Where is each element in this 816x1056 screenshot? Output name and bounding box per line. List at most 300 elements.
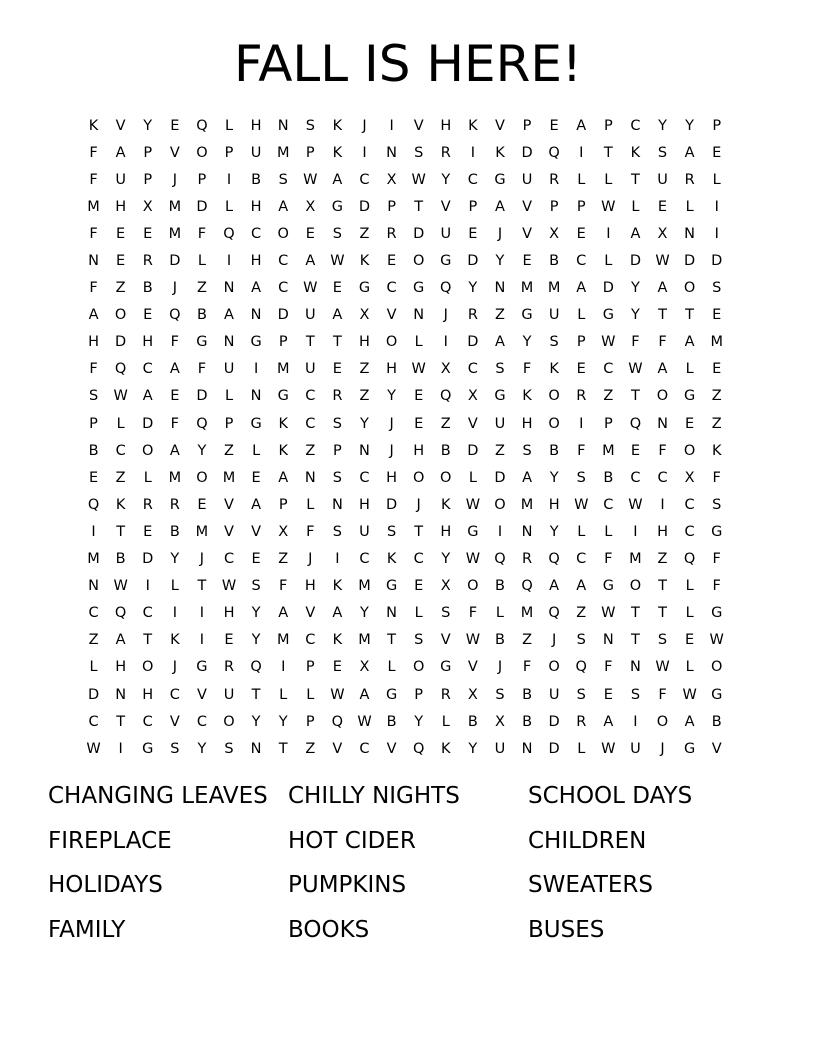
grid-letter: T [685,307,695,324]
grid-letter: R [223,659,235,676]
grid-letter: P [305,713,315,730]
grid-letter: D [494,469,506,486]
grid-letter: E [251,551,261,568]
grid-letter: V [305,605,316,622]
grid-letter: T [387,632,396,649]
grid-letter: G [494,171,506,188]
grid-letter: O [412,253,425,270]
grid-letter: G [250,415,262,432]
grid-letter: W [655,253,670,270]
grid-letter: T [305,334,315,351]
grid-letter: Z [494,307,505,324]
grid-letter: I [199,632,205,649]
grid-letter: P [278,334,288,351]
grid-letter: F [89,225,98,242]
grid-letter: L [685,578,694,595]
grid-letter: Q [440,388,452,405]
grid-letter: C [359,551,370,568]
grid-letter: A [630,225,641,242]
grid-letter: B [494,632,505,649]
grid-letter: O [656,713,669,730]
grid-letter: O [142,442,154,459]
grid-letter: N [657,415,668,432]
grid-letter: I [199,605,205,622]
grid-letter: N [88,253,99,270]
grid-letter: C [305,388,316,405]
grid-letter: D [142,415,154,432]
grid-letter: A [142,388,153,405]
grid-letter: O [385,334,398,351]
grid-letter: J [660,740,665,757]
grid-letter: K [386,551,397,568]
grid-letter: E [143,523,153,540]
grid-letter: M [276,632,290,649]
grid-letter: I [714,198,719,215]
grid-letter: Q [521,578,533,595]
grid-letter: L [604,523,613,540]
grid-letter: K [170,632,180,649]
grid-letter: F [279,578,288,595]
grid-letter: D [602,280,614,297]
grid-letter: R [386,225,397,242]
grid-letter: J [552,632,557,649]
grid-letter: M [602,442,615,459]
grid-letter: D [521,144,533,161]
grid-letter: P [576,198,586,215]
grid-letter: P [603,117,613,134]
grid-letter: D [548,713,560,730]
grid-letter: G [494,388,506,405]
grid-letter: D [385,496,398,513]
grid-letter: U [223,361,235,378]
grid-letter: O [412,659,425,676]
grid-letter: E [712,144,722,161]
grid-letter: N [629,659,641,676]
grid-letter: B [549,442,560,459]
grid-letter: A [332,307,343,324]
grid-letter: H [88,334,99,351]
grid-letter: K [468,117,478,134]
grid-letter: O [710,659,723,676]
grid-letter: Z [115,469,126,486]
grid-letter: H [223,605,235,622]
grid-letter: F [604,551,613,568]
grid-letter: F [631,334,640,351]
grid-letter: B [522,686,533,703]
grid-letter: K [278,415,288,432]
grid-letter: K [332,117,343,134]
grid-letter: U [630,740,641,757]
grid-letter: I [470,144,475,161]
grid-letter: S [332,523,342,540]
grid-letter: I [91,523,96,540]
grid-letter: Y [630,307,640,324]
grid-letter: F [197,225,207,242]
grid-letter: L [306,496,315,513]
grid-letter: S [549,334,559,351]
grid-letter: Q [169,307,181,324]
grid-letter: I [226,171,232,188]
grid-letter: F [89,361,98,378]
grid-letter: B [440,442,451,459]
grid-letter: P [576,334,586,351]
grid-letter: H [250,253,262,270]
grid-letter: R [142,253,153,270]
grid-letter: G [440,659,452,676]
word-list-item: CHANGING LEAVES [48,783,268,809]
grid-letter: A [88,307,99,324]
grid-letter: E [414,415,424,432]
grid-letter: U [304,361,316,378]
grid-letter: U [250,144,262,161]
grid-letter: E [88,469,99,486]
grid-letter: I [172,605,177,622]
grid-letter: C [359,469,370,486]
grid-letter: Q [629,415,642,432]
grid-letter: I [389,117,394,134]
grid-letter: M [276,361,290,378]
grid-letter: Y [387,388,396,405]
grid-letter: J [172,280,177,297]
grid-letter: L [685,605,694,622]
grid-letter: V [711,740,722,757]
grid-letter: C [278,280,289,297]
grid-letter: F [712,578,721,595]
grid-letter: B [115,551,126,568]
grid-letter: G [711,523,723,540]
grid-letter: I [226,253,232,270]
grid-letter: O [277,225,289,242]
grid-letter: Y [685,117,695,134]
grid-letter: H [142,686,154,703]
grid-letter: A [522,469,532,486]
grid-letter: V [224,523,234,540]
grid-letter: C [278,253,289,270]
grid-letter: Y [549,469,559,486]
grid-letter: X [494,713,505,730]
grid-letter: M [222,469,236,486]
grid-letter: G [711,605,723,622]
grid-letter: P [712,117,722,134]
grid-letter: A [657,361,668,378]
grid-letter: N [521,740,533,757]
grid-letter: N [521,523,533,540]
grid-letter: Y [522,334,532,351]
grid-letter: M [276,144,290,161]
grid-letter: F [522,659,532,676]
grid-letter: W [357,713,372,730]
grid-letter: X [305,198,316,215]
grid-letter: F [306,523,315,540]
grid-letter: U [548,307,560,324]
grid-letter: K [630,144,641,161]
grid-letter: A [684,144,695,161]
grid-letter: F [89,171,98,188]
grid-letter: Y [549,523,559,540]
grid-letter: T [116,713,126,730]
grid-letter: D [711,253,723,270]
grid-letter: Y [251,605,261,622]
grid-letter: S [576,469,586,486]
grid-letter: X [359,307,370,324]
grid-letter: C [576,253,587,270]
grid-letter: W [330,686,345,703]
grid-letter: M [520,280,534,297]
grid-letter: T [658,578,667,595]
grid-letter: W [465,496,481,513]
grid-letter: Q [548,605,560,622]
grid-letter: K [115,496,126,513]
grid-letter: D [548,740,560,757]
grid-letter: A [494,198,505,215]
grid-letter: L [685,659,694,676]
grid-letter: A [684,713,695,730]
grid-letter: S [332,469,342,486]
grid-letter: T [603,144,613,161]
grid-letter: G [358,280,371,297]
grid-letter: V [467,659,478,676]
grid-letter: A [494,334,505,351]
grid-letter: E [685,415,695,432]
grid-letter: D [629,253,641,270]
grid-letter: O [467,578,479,595]
grid-letter: N [304,469,316,486]
grid-letter: K [332,578,343,595]
grid-letter: Z [576,605,587,622]
grid-letter: P [305,659,315,676]
grid-letter: W [411,361,426,378]
grid-letter: L [387,659,396,676]
grid-letter: W [655,659,670,676]
grid-letter: Z [522,632,533,649]
grid-letter: C [115,442,126,459]
grid-letter: O [196,144,208,161]
grid-letter: G [440,253,452,270]
grid-letter: P [89,415,98,432]
grid-letter: F [712,551,721,568]
grid-letter: E [116,253,126,270]
grid-letter: C [657,469,668,486]
grid-letter: U [494,740,506,757]
grid-letter: H [359,334,370,351]
grid-letter: C [359,171,370,188]
grid-letter: T [143,632,153,649]
grid-letter: J [308,551,313,568]
grid-letter: O [196,469,208,486]
grid-letter: K [332,632,343,649]
grid-letter: K [522,388,532,405]
grid-letter: G [467,523,479,540]
grid-letter: N [684,225,696,242]
grid-letter: Y [197,442,207,459]
letter-grid [80,112,730,762]
grid-letter: H [386,469,398,486]
grid-letter: T [630,605,640,622]
grid-letter: Z [305,740,316,757]
grid-letter: Q [331,713,344,730]
grid-letter: X [386,171,397,188]
grid-letter: A [576,117,587,134]
grid-letter: T [332,334,342,351]
grid-letter: L [279,686,288,703]
grid-letter: D [467,334,479,351]
grid-letter: A [251,280,262,297]
grid-letter: S [657,632,668,649]
grid-letter: J [497,225,503,242]
grid-letter: Z [196,280,207,297]
grid-letter: S [170,740,180,757]
grid-letter: L [414,605,423,622]
grid-letter: O [683,280,696,297]
grid-letter: V [440,198,451,215]
grid-letter: F [658,686,667,703]
grid-letter: B [467,713,478,730]
grid-letter: S [414,144,424,161]
grid-letter: V [251,523,262,540]
grid-letter: W [221,578,237,595]
grid-letter: K [278,442,288,459]
grid-letter: Z [711,388,722,405]
grid-letter: W [330,253,345,270]
grid-letter: E [143,225,153,242]
grid-letter: C [88,605,99,622]
grid-letter: J [172,659,177,676]
grid-letter: C [684,523,695,540]
grid-letter: U [440,225,452,242]
grid-letter: N [223,280,235,297]
grid-letter: I [443,334,448,351]
grid-letter: M [358,578,371,595]
grid-letter: Q [114,605,127,622]
grid-letter: T [630,388,640,405]
grid-letter: G [602,578,614,595]
grid-letter: V [386,307,397,324]
grid-letter: Q [223,225,235,242]
grid-letter: G [385,578,398,595]
grid-letter: R [549,171,560,188]
grid-letter: S [495,361,505,378]
grid-letter: L [116,415,125,432]
word-list-item: BUSES [528,916,605,943]
grid-letter: L [468,469,477,486]
grid-letter: L [441,713,450,730]
grid-letter: P [305,144,315,161]
grid-letter: L [685,361,694,378]
grid-letter: Z [359,361,370,378]
grid-letter: T [197,578,207,595]
grid-letter: M [195,523,209,540]
grid-letter: P [143,144,153,161]
grid-letter: L [89,659,98,676]
grid-letter: H [142,334,154,351]
grid-letter: N [386,144,397,161]
grid-letter: U [494,415,506,432]
grid-letter: V [169,144,180,161]
grid-letter: G [385,686,398,703]
grid-letter: N [277,117,289,134]
grid-letter: F [89,144,98,161]
grid-letter: E [197,496,207,513]
grid-letter: K [549,361,559,378]
grid-letter: U [115,171,126,188]
grid-letter: T [116,523,126,540]
grid-letter: M [547,280,561,297]
grid-letter: J [497,659,503,676]
grid-letter: E [170,388,180,405]
grid-letter: C [467,171,478,188]
grid-letter: A [603,713,614,730]
grid-letter: H [548,496,560,513]
grid-letter: L [197,253,206,270]
grid-letter: S [576,632,586,649]
grid-letter: S [88,388,99,405]
grid-letter: I [660,496,665,513]
grid-letter: C [305,415,316,432]
grid-letter: Q [196,117,208,134]
grid-letter: I [118,740,123,757]
grid-letter: M [629,551,642,568]
grid-letter: E [549,117,559,134]
grid-letter: N [88,578,99,595]
grid-letter: O [114,307,127,324]
grid-letter: F [170,415,179,432]
grid-letter: J [416,496,421,513]
grid-letter: L [495,605,504,622]
grid-letter: U [223,686,235,703]
grid-letter: Q [87,496,100,513]
grid-letter: G [196,334,208,351]
grid-letter: J [389,442,394,459]
grid-letter: C [169,686,180,703]
grid-letter: Z [603,388,614,405]
grid-letter: X [684,469,695,486]
grid-letter: T [278,740,288,757]
grid-letter: B [251,171,262,188]
grid-letter: Z [359,225,370,242]
grid-letter: L [414,334,423,351]
grid-letter: S [522,442,532,459]
grid-letter: U [304,307,316,324]
grid-letter: R [332,388,343,405]
grid-letter: O [142,659,154,676]
grid-letter: K [495,144,505,161]
grid-letter: F [577,442,586,459]
grid-letter: W [465,632,481,649]
grid-letter: O [494,496,506,513]
grid-letter: P [549,198,559,215]
grid-letter: C [142,713,153,730]
grid-letter: Y [251,632,261,649]
grid-letter: L [604,171,613,188]
grid-letter: H [413,442,425,459]
grid-letter: C [467,361,478,378]
grid-letter: J [199,551,205,568]
grid-letter: Q [575,659,587,676]
grid-letter: M [168,225,182,242]
grid-letter: T [630,632,640,649]
grid-letter: D [87,686,100,703]
grid-letter: C [603,496,614,513]
grid-letter: D [277,307,289,324]
grid-letter: E [576,225,586,242]
grid-letter: W [574,496,589,513]
grid-letter: C [305,632,316,649]
grid-letter: Y [468,740,478,757]
grid-letter: R [576,713,587,730]
grid-letter: C [576,551,587,568]
grid-letter: B [169,523,180,540]
grid-letter: U [548,686,560,703]
